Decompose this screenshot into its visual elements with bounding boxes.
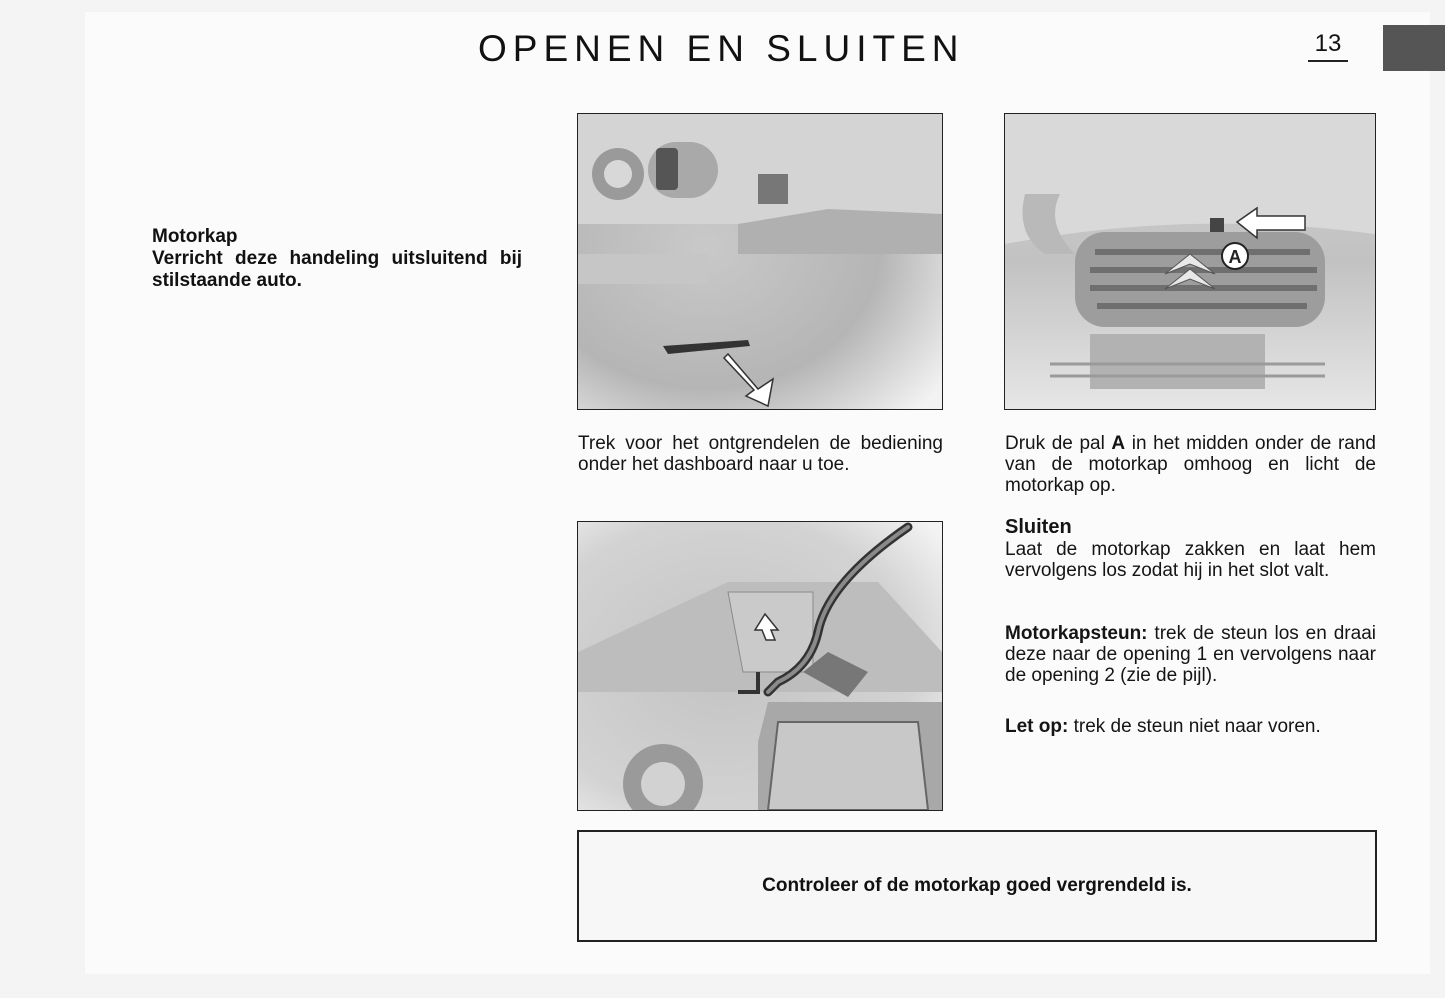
warning-box bbox=[577, 830, 1377, 942]
page-number: 13 bbox=[1308, 30, 1348, 62]
hood-release-lever-icon bbox=[578, 114, 942, 409]
caption-text: Trek voor het ontgrendelen de bediening onder het dashboard naar u toe. bbox=[578, 433, 943, 475]
hood-latch-icon bbox=[1005, 114, 1375, 409]
chapter-tab-marker bbox=[1383, 25, 1445, 71]
closing-section bbox=[1005, 515, 1376, 581]
caption-release-lever bbox=[578, 433, 943, 475]
intro-section bbox=[152, 226, 522, 292]
safety-note: Verricht deze handeling uitsluitend bij stilstaande auto. bbox=[152, 248, 522, 291]
closing-body: Laat de motorkap zakken en laat hem vervolgens los zodat hij in het slot valt. bbox=[1005, 539, 1376, 581]
figure-hood-latch bbox=[1004, 113, 1376, 410]
support-label: Motorkapsteun: bbox=[1005, 623, 1148, 644]
support-text bbox=[1005, 623, 1376, 686]
latch-reference: A bbox=[1111, 433, 1126, 454]
caption-hood-latch bbox=[1005, 433, 1376, 496]
caption-text bbox=[1005, 433, 1376, 496]
support-body: trek de steun los en draai deze naar de opening 1 en vervolgens naar de opening 2 (zie de pijl). bbox=[1005, 623, 1376, 686]
latch-label-a: A bbox=[1228, 247, 1242, 267]
figure-release-lever bbox=[577, 113, 943, 410]
warning-text: Controleer of de motorkap goed vergrendeld is. bbox=[762, 875, 1192, 896]
attention-section bbox=[1005, 716, 1376, 737]
caption-text-end: in het midden onder de rand van de motorkap omhoog en licht de motorkap op. bbox=[1005, 433, 1376, 496]
closing-heading: Sluiten bbox=[1005, 516, 1072, 538]
attention-body: trek de steun niet naar voren. bbox=[1068, 716, 1321, 737]
page-title: OPENEN EN SLUITEN bbox=[478, 28, 965, 69]
support-section bbox=[1005, 623, 1376, 686]
caption-text-start: Druk de pal bbox=[1005, 433, 1112, 454]
figure-hood-support bbox=[577, 521, 943, 811]
attention-label: Let op: bbox=[1005, 716, 1069, 737]
attention-text bbox=[1005, 716, 1376, 737]
hood-support-rod-icon bbox=[578, 522, 942, 810]
section-heading: Motorkap bbox=[152, 226, 238, 247]
